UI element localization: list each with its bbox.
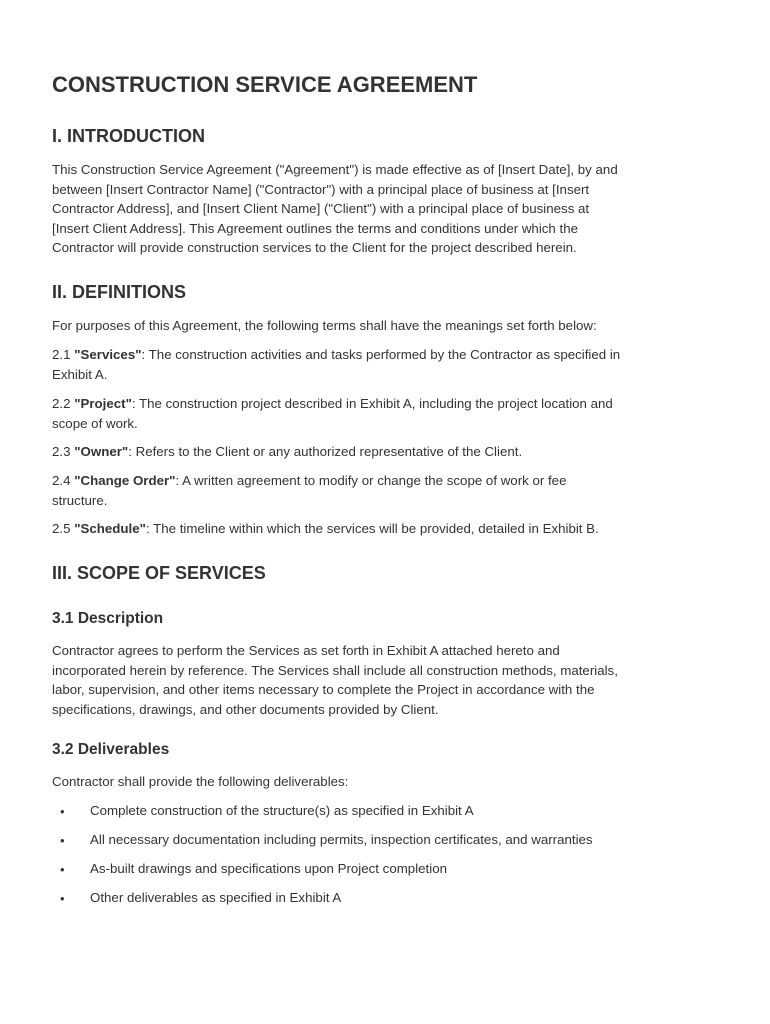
- section-heading-scope: III. SCOPE OF SERVICES: [52, 563, 266, 583]
- list-item-text: Complete construction of the structure(s) as specified in Exhibit A: [90, 803, 474, 818]
- description-paragraph: [52, 641, 717, 719]
- definition-item-project: [52, 394, 717, 433]
- deliverables-lead: Contractor shall provide the following deliverables:: [52, 774, 349, 789]
- list-item-text: Other deliverables as specified in Exhibit A: [90, 890, 342, 905]
- definition-item-schedule: [52, 519, 717, 539]
- description-line: Contractor agrees to perform the Services as set forth in Exhibit A attached hereto and: [52, 643, 560, 658]
- definition-text: : The construction project described in Exhibit A, including the project location and: [131, 396, 613, 411]
- intro-line: Contractor will provide construction services to the Client for the project described herein.: [52, 240, 577, 255]
- description-line: labor, supervision, and other items necessary to complete the Project in accordance with the: [52, 682, 595, 697]
- document-title: CONSTRUCTION SERVICE AGREEMENT: [52, 72, 478, 97]
- definition-number: 2.2: [52, 396, 71, 411]
- definition-term: "Change Order": [74, 473, 176, 488]
- definition-text: Exhibit A.: [52, 366, 108, 382]
- definition-text: : The construction activities and tasks performed by the Contractor as specified in: [141, 347, 621, 362]
- definition-text: : A written agreement to modify or change the scope of work or fee: [175, 473, 567, 488]
- list-item-text: As-built drawings and specifications upon Project completion: [90, 861, 447, 876]
- list-item-text: All necessary documentation including permits, inspection certificates, and warranties: [90, 832, 593, 847]
- definition-number: 2.1: [52, 347, 71, 362]
- section-heading-introduction: I. INTRODUCTION: [52, 126, 205, 146]
- subsection-heading-deliverables: 3.2 Deliverables: [52, 741, 170, 758]
- definition-text: : The timeline within which the services will be provided, detailed in Exhibit B.: [145, 521, 599, 536]
- definition-text: scope of work.: [52, 415, 138, 431]
- definition-number: 2.3: [52, 444, 71, 459]
- definition-item-change-order: [52, 471, 717, 510]
- intro-line: Contractor Address], and [Insert Client Name] ("Client") with a principal place of business at: [52, 201, 590, 216]
- definitions-lead: For purposes of this Agreement, the following terms shall have the meanings set forth below:: [52, 318, 597, 333]
- intro-line: between [Insert Contractor Name] ("Contractor") with a principal place of business at [Insert: [52, 181, 590, 197]
- introduction-paragraph: [52, 160, 717, 258]
- definition-term: "Services": [74, 347, 142, 362]
- intro-line: [Insert Client Address]. This Agreement outlines the terms and conditions under which the: [52, 220, 579, 236]
- definition-term: "Schedule": [74, 521, 146, 536]
- definition-term: "Owner": [74, 444, 129, 459]
- definition-item-services: [52, 345, 717, 384]
- intro-line: This Construction Service Agreement ("Agreement") is made effective as of [Insert Date], by and: [52, 162, 618, 177]
- definition-text: : Refers to the Client or any authorized representative of the Client.: [128, 444, 523, 459]
- description-line: specifications, drawings, and other documents provided by Client.: [52, 701, 439, 717]
- description-line: incorporated herein by reference. The Services shall include all construction methods, materials,: [52, 662, 618, 678]
- definition-term: "Project": [74, 396, 132, 411]
- definition-item-owner: [52, 442, 717, 462]
- section-heading-definitions: II. DEFINITIONS: [52, 282, 187, 302]
- definition-number: 2.4: [52, 473, 71, 488]
- bullet-icon: •: [60, 833, 65, 848]
- bullet-icon: •: [60, 862, 65, 877]
- subsection-heading-description: 3.1 Description: [52, 610, 164, 627]
- bullet-icon: •: [60, 891, 65, 906]
- bullet-icon: •: [60, 804, 65, 819]
- definition-text: structure.: [52, 492, 108, 508]
- definition-number: 2.5: [52, 521, 71, 536]
